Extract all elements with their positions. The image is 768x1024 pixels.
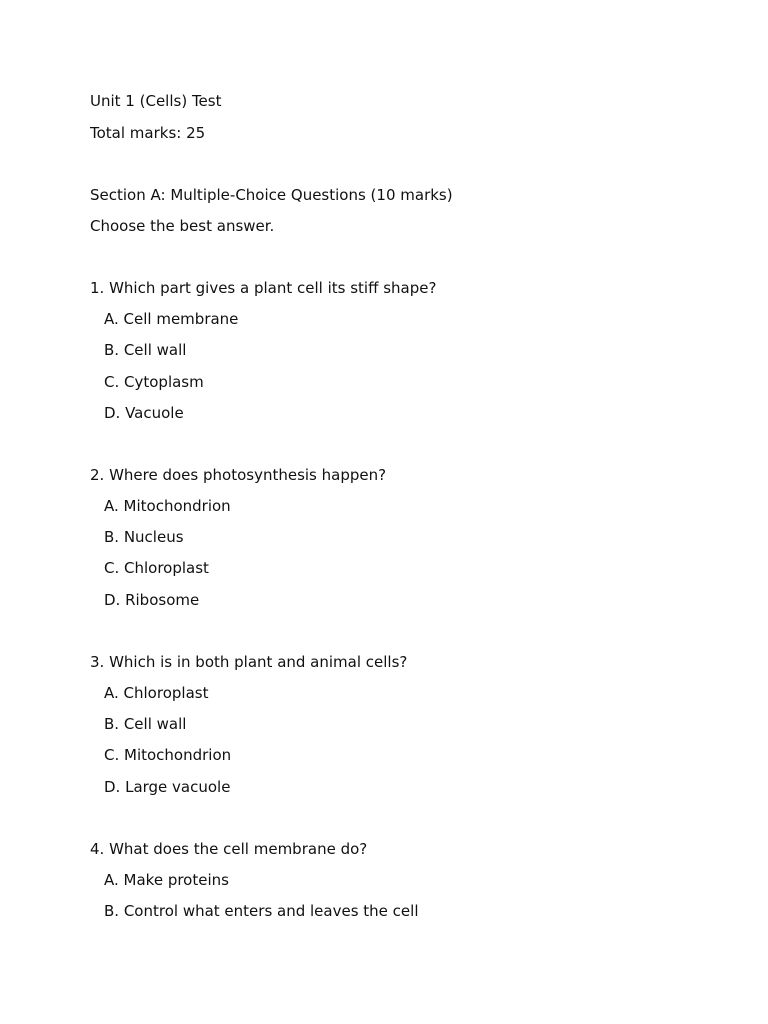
- question-1-option-d: D. Vacuole: [104, 404, 184, 422]
- question-2-option-d: D. Ribosome: [104, 591, 200, 609]
- question-3: 3. Which is in both plant and animal cells?: [90, 653, 408, 671]
- question-2-option-b: B. Nucleus: [104, 528, 184, 546]
- question-1-option-c: C. Cytoplasm: [104, 373, 204, 391]
- section-heading: Section A: Multiple-Choice Questions (10 marks): [90, 186, 453, 204]
- page-title: Unit 1 (Cells) Test: [90, 92, 222, 110]
- question-1: 1. Which part gives a plant cell its stiff shape?: [90, 279, 437, 297]
- total-marks: Total marks: 25: [90, 124, 206, 142]
- question-3-option-b: B. Cell wall: [104, 715, 187, 733]
- question-3-option-a: A. Chloroplast: [104, 684, 209, 702]
- question-4-option-a: A. Make proteins: [104, 871, 229, 889]
- question-4: 4. What does the cell membrane do?: [90, 840, 368, 858]
- test-page: [90, 0, 730, 1024]
- question-3-option-d: D. Large vacuole: [104, 778, 231, 796]
- question-1-option-b: B. Cell wall: [104, 341, 187, 359]
- question-2-option-c: C. Chloroplast: [104, 559, 209, 577]
- question-2-option-a: A. Mitochondrion: [104, 497, 231, 515]
- question-2: 2. Where does photosynthesis happen?: [90, 466, 387, 484]
- question-1-option-a: A. Cell membrane: [104, 310, 239, 328]
- question-4-option-b: B. Control what enters and leaves the cell: [104, 902, 419, 920]
- question-3-option-c: C. Mitochondrion: [104, 746, 232, 764]
- section-instruction: Choose the best answer.: [90, 217, 275, 235]
